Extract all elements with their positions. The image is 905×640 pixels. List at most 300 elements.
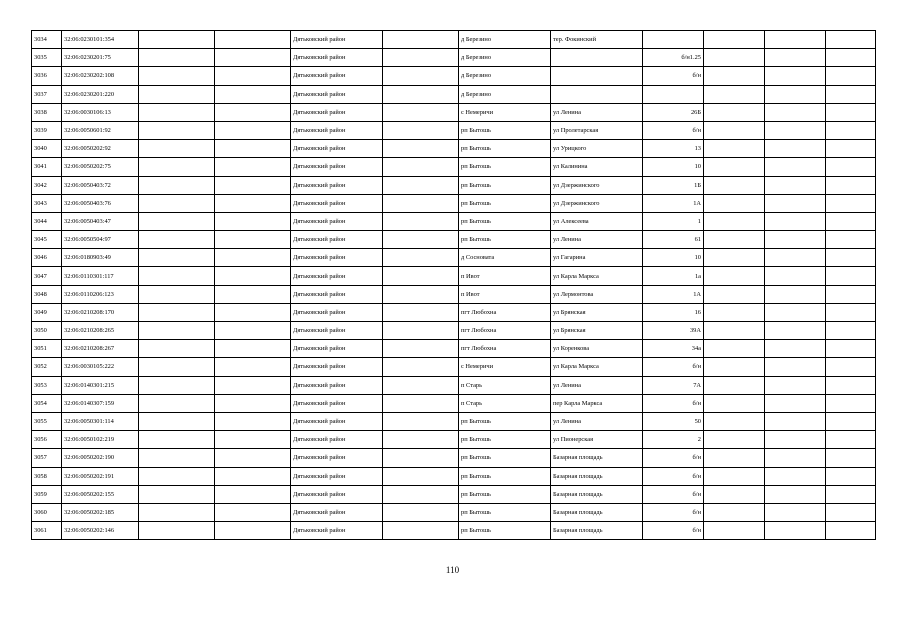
empty-cell	[765, 231, 826, 249]
cadastral-number-cell: 32:06:0210208:265	[62, 322, 139, 340]
cadastral-number-cell: 32:06:0050102:219	[62, 431, 139, 449]
registry-table	[31, 30, 876, 540]
row-number-cell: 3043	[32, 194, 62, 212]
empty-cell	[139, 194, 215, 212]
house-number-cell: б/н	[643, 522, 704, 540]
street-cell: пер Карла Маркса	[551, 394, 643, 412]
empty-cell	[383, 176, 459, 194]
table-row	[32, 49, 876, 67]
empty-cell	[826, 394, 876, 412]
empty-cell	[215, 376, 291, 394]
empty-cell	[139, 67, 215, 85]
empty-cell	[383, 358, 459, 376]
cadastral-number-cell: 32:06:0050403:47	[62, 212, 139, 230]
empty-cell	[383, 31, 459, 49]
empty-cell	[826, 376, 876, 394]
empty-cell	[765, 394, 826, 412]
house-number-cell: б/н	[643, 485, 704, 503]
empty-cell	[139, 503, 215, 521]
locality-cell: п Старь	[459, 394, 551, 412]
house-number-cell: 1	[643, 212, 704, 230]
table-body	[32, 31, 876, 540]
empty-cell	[704, 85, 765, 103]
cadastral-number-cell: 32:06:0110301:117	[62, 267, 139, 285]
house-number-cell: 1Б	[643, 176, 704, 194]
empty-cell	[826, 176, 876, 194]
empty-cell	[215, 158, 291, 176]
empty-cell	[215, 449, 291, 467]
locality-cell: с Немеричи	[459, 358, 551, 376]
row-number-cell: 3060	[32, 503, 62, 521]
empty-cell	[383, 194, 459, 212]
empty-cell	[215, 31, 291, 49]
house-number-cell: б/н1.25	[643, 49, 704, 67]
district-cell: Дятьковский район	[291, 121, 383, 139]
empty-cell	[215, 485, 291, 503]
street-cell: ул Дзержинского	[551, 194, 643, 212]
street-cell	[551, 85, 643, 103]
empty-cell	[215, 467, 291, 485]
house-number-cell: 61	[643, 231, 704, 249]
locality-cell: рп Бытошь	[459, 412, 551, 430]
street-cell: ул Карла Маркса	[551, 267, 643, 285]
empty-cell	[826, 140, 876, 158]
empty-cell	[826, 103, 876, 121]
empty-cell	[383, 267, 459, 285]
row-number-cell: 3038	[32, 103, 62, 121]
house-number-cell: 50	[643, 412, 704, 430]
street-cell	[551, 49, 643, 67]
cadastral-number-cell: 32:06:0110206:123	[62, 285, 139, 303]
empty-cell	[704, 485, 765, 503]
district-cell: Дятьковский район	[291, 522, 383, 540]
empty-cell	[765, 85, 826, 103]
empty-cell	[826, 31, 876, 49]
district-cell: Дятьковский район	[291, 212, 383, 230]
empty-cell	[139, 412, 215, 430]
empty-cell	[139, 340, 215, 358]
empty-cell	[215, 394, 291, 412]
empty-cell	[826, 267, 876, 285]
district-cell: Дятьковский район	[291, 467, 383, 485]
locality-cell: п Старь	[459, 376, 551, 394]
empty-cell	[215, 67, 291, 85]
house-number-cell: 2	[643, 431, 704, 449]
empty-cell	[765, 267, 826, 285]
empty-cell	[383, 340, 459, 358]
street-cell: ул Брянская	[551, 322, 643, 340]
house-number-cell: б/н	[643, 503, 704, 521]
locality-cell: д Березино	[459, 31, 551, 49]
empty-cell	[765, 67, 826, 85]
district-cell: Дятьковский район	[291, 394, 383, 412]
empty-cell	[704, 376, 765, 394]
district-cell: Дятьковский район	[291, 103, 383, 121]
house-number-cell: 13	[643, 140, 704, 158]
street-cell: Базарная площадь	[551, 467, 643, 485]
cadastral-number-cell: 32:06:0230201:220	[62, 85, 139, 103]
district-cell: Дятьковский район	[291, 303, 383, 321]
street-cell: тер. Фокинский	[551, 31, 643, 49]
locality-cell: рп Бытошь	[459, 176, 551, 194]
street-cell: Базарная площадь	[551, 449, 643, 467]
district-cell: Дятьковский район	[291, 85, 383, 103]
table-row	[32, 140, 876, 158]
street-cell	[551, 67, 643, 85]
empty-cell	[704, 394, 765, 412]
house-number-cell: 1А	[643, 285, 704, 303]
row-number-cell: 3048	[32, 285, 62, 303]
cadastral-number-cell: 32:06:0050202:75	[62, 158, 139, 176]
empty-cell	[704, 412, 765, 430]
locality-cell: пгт Любохна	[459, 303, 551, 321]
locality-cell: д Березино	[459, 85, 551, 103]
empty-cell	[139, 158, 215, 176]
row-number-cell: 3047	[32, 267, 62, 285]
table-row	[32, 358, 876, 376]
cadastral-number-cell: 32:06:0050601:92	[62, 121, 139, 139]
street-cell: ул Ленина	[551, 231, 643, 249]
district-cell: Дятьковский район	[291, 140, 383, 158]
street-cell: ул Ленина	[551, 412, 643, 430]
empty-cell	[704, 194, 765, 212]
row-number-cell: 3051	[32, 340, 62, 358]
empty-cell	[826, 503, 876, 521]
row-number-cell: 3039	[32, 121, 62, 139]
house-number-cell: 34а	[643, 340, 704, 358]
empty-cell	[826, 322, 876, 340]
empty-cell	[704, 176, 765, 194]
empty-cell	[704, 340, 765, 358]
row-number-cell: 3053	[32, 376, 62, 394]
table-row	[32, 303, 876, 321]
empty-cell	[383, 485, 459, 503]
table-row	[32, 376, 876, 394]
empty-cell	[383, 140, 459, 158]
empty-cell	[215, 322, 291, 340]
empty-cell	[139, 231, 215, 249]
empty-cell	[383, 85, 459, 103]
empty-cell	[765, 121, 826, 139]
table-row	[32, 285, 876, 303]
empty-cell	[826, 449, 876, 467]
house-number-cell	[643, 31, 704, 49]
district-cell: Дятьковский район	[291, 158, 383, 176]
empty-cell	[704, 303, 765, 321]
empty-cell	[704, 49, 765, 67]
district-cell: Дятьковский район	[291, 431, 383, 449]
empty-cell	[383, 449, 459, 467]
empty-cell	[765, 467, 826, 485]
empty-cell	[704, 231, 765, 249]
empty-cell	[765, 449, 826, 467]
table-row	[32, 194, 876, 212]
empty-cell	[826, 231, 876, 249]
empty-cell	[704, 358, 765, 376]
row-number-cell: 3037	[32, 85, 62, 103]
empty-cell	[139, 49, 215, 67]
empty-cell	[765, 303, 826, 321]
row-number-cell: 3056	[32, 431, 62, 449]
street-cell: ул Пионерская	[551, 431, 643, 449]
cadastral-number-cell: 32:06:0180903:49	[62, 249, 139, 267]
empty-cell	[139, 267, 215, 285]
empty-cell	[765, 176, 826, 194]
cadastral-number-cell: 32:06:0230202:108	[62, 67, 139, 85]
empty-cell	[826, 49, 876, 67]
table-row	[32, 231, 876, 249]
locality-cell: пгт Любохна	[459, 340, 551, 358]
table-row	[32, 412, 876, 430]
empty-cell	[215, 176, 291, 194]
empty-cell	[383, 376, 459, 394]
empty-cell	[704, 467, 765, 485]
locality-cell: рп Бытошь	[459, 194, 551, 212]
house-number-cell	[643, 85, 704, 103]
house-number-cell: 10	[643, 249, 704, 267]
street-cell: ул Брянская	[551, 303, 643, 321]
empty-cell	[139, 485, 215, 503]
empty-cell	[826, 121, 876, 139]
empty-cell	[826, 431, 876, 449]
cadastral-number-cell: 32:06:0230201:75	[62, 49, 139, 67]
district-cell: Дятьковский район	[291, 322, 383, 340]
empty-cell	[215, 431, 291, 449]
empty-cell	[139, 176, 215, 194]
empty-cell	[139, 212, 215, 230]
district-cell: Дятьковский район	[291, 176, 383, 194]
empty-cell	[215, 267, 291, 285]
street-cell: ул Алексеева	[551, 212, 643, 230]
empty-cell	[704, 121, 765, 139]
empty-cell	[826, 85, 876, 103]
empty-cell	[139, 467, 215, 485]
table-row	[32, 67, 876, 85]
empty-cell	[704, 431, 765, 449]
empty-cell	[139, 85, 215, 103]
empty-cell	[765, 322, 826, 340]
street-cell: ул Пролетарская	[551, 121, 643, 139]
empty-cell	[139, 322, 215, 340]
locality-cell: пгт Любохна	[459, 322, 551, 340]
district-cell: Дятьковский район	[291, 67, 383, 85]
cadastral-number-cell: 32:06:0050301:114	[62, 412, 139, 430]
empty-cell	[826, 212, 876, 230]
empty-cell	[704, 503, 765, 521]
empty-cell	[215, 103, 291, 121]
district-cell: Дятьковский район	[291, 376, 383, 394]
empty-cell	[704, 285, 765, 303]
table-row	[32, 267, 876, 285]
empty-cell	[139, 121, 215, 139]
empty-cell	[383, 303, 459, 321]
district-cell: Дятьковский район	[291, 340, 383, 358]
empty-cell	[765, 485, 826, 503]
house-number-cell: 7А	[643, 376, 704, 394]
empty-cell	[765, 412, 826, 430]
empty-cell	[383, 503, 459, 521]
table-row	[32, 212, 876, 230]
district-cell: Дятьковский район	[291, 449, 383, 467]
row-number-cell: 3052	[32, 358, 62, 376]
locality-cell: д Березино	[459, 67, 551, 85]
empty-cell	[826, 67, 876, 85]
house-number-cell: 39А	[643, 322, 704, 340]
cadastral-number-cell: 32:06:0030106:13	[62, 103, 139, 121]
empty-cell	[383, 285, 459, 303]
empty-cell	[383, 158, 459, 176]
empty-cell	[383, 121, 459, 139]
cadastral-number-cell: 32:06:0050202:146	[62, 522, 139, 540]
empty-cell	[383, 103, 459, 121]
table-row	[32, 85, 876, 103]
empty-cell	[704, 249, 765, 267]
empty-cell	[704, 522, 765, 540]
empty-cell	[139, 285, 215, 303]
empty-cell	[383, 212, 459, 230]
empty-cell	[704, 158, 765, 176]
locality-cell: рп Бытошь	[459, 449, 551, 467]
row-number-cell: 3046	[32, 249, 62, 267]
empty-cell	[704, 212, 765, 230]
empty-cell	[826, 158, 876, 176]
table-row	[32, 176, 876, 194]
street-cell: ул Гагарина	[551, 249, 643, 267]
empty-cell	[383, 67, 459, 85]
locality-cell: рп Бытошь	[459, 212, 551, 230]
empty-cell	[215, 194, 291, 212]
locality-cell: рп Бытошь	[459, 485, 551, 503]
cadastral-number-cell: 32:06:0050202:92	[62, 140, 139, 158]
row-number-cell: 3045	[32, 231, 62, 249]
empty-cell	[765, 158, 826, 176]
row-number-cell: 3034	[32, 31, 62, 49]
cadastral-number-cell: 32:06:0030105:222	[62, 358, 139, 376]
cadastral-number-cell: 32:06:0050202:190	[62, 449, 139, 467]
table-row	[32, 522, 876, 540]
empty-cell	[704, 31, 765, 49]
empty-cell	[765, 140, 826, 158]
empty-cell	[765, 249, 826, 267]
street-cell: ул Ленина	[551, 103, 643, 121]
cadastral-number-cell: 32:06:0050403:72	[62, 176, 139, 194]
empty-cell	[139, 140, 215, 158]
table-row	[32, 340, 876, 358]
locality-cell: рп Бытошь	[459, 121, 551, 139]
empty-cell	[215, 249, 291, 267]
empty-cell	[765, 49, 826, 67]
street-cell: Базарная площадь	[551, 485, 643, 503]
house-number-cell: б/н	[643, 449, 704, 467]
cadastral-number-cell: 32:06:0050202:185	[62, 503, 139, 521]
house-number-cell: 16	[643, 303, 704, 321]
empty-cell	[826, 485, 876, 503]
empty-cell	[826, 467, 876, 485]
empty-cell	[383, 522, 459, 540]
row-number-cell: 3058	[32, 467, 62, 485]
cadastral-number-cell: 32:06:0140301:215	[62, 376, 139, 394]
house-number-cell: б/н	[643, 358, 704, 376]
empty-cell	[139, 31, 215, 49]
street-cell: ул Коренкова	[551, 340, 643, 358]
locality-cell: рп Бытошь	[459, 231, 551, 249]
row-number-cell: 3054	[32, 394, 62, 412]
table-row	[32, 394, 876, 412]
house-number-cell: 1а	[643, 267, 704, 285]
district-cell: Дятьковский район	[291, 285, 383, 303]
house-number-cell: 26Б	[643, 103, 704, 121]
empty-cell	[215, 503, 291, 521]
empty-cell	[383, 394, 459, 412]
house-number-cell: 10	[643, 158, 704, 176]
row-number-cell: 3036	[32, 67, 62, 85]
row-number-cell: 3057	[32, 449, 62, 467]
empty-cell	[765, 340, 826, 358]
locality-cell: рп Бытошь	[459, 503, 551, 521]
empty-cell	[765, 212, 826, 230]
row-number-cell: 3041	[32, 158, 62, 176]
empty-cell	[215, 340, 291, 358]
row-number-cell: 3055	[32, 412, 62, 430]
table-row	[32, 467, 876, 485]
empty-cell	[139, 431, 215, 449]
empty-cell	[704, 67, 765, 85]
district-cell: Дятьковский район	[291, 249, 383, 267]
empty-cell	[704, 267, 765, 285]
district-cell: Дятьковский район	[291, 503, 383, 521]
row-number-cell: 3061	[32, 522, 62, 540]
locality-cell: рп Бытошь	[459, 158, 551, 176]
empty-cell	[765, 358, 826, 376]
empty-cell	[826, 358, 876, 376]
empty-cell	[765, 103, 826, 121]
empty-cell	[383, 49, 459, 67]
district-cell: Дятьковский район	[291, 358, 383, 376]
table-row	[32, 158, 876, 176]
empty-cell	[383, 249, 459, 267]
empty-cell	[765, 503, 826, 521]
table-row	[32, 322, 876, 340]
street-cell: ул Урицкого	[551, 140, 643, 158]
empty-cell	[139, 376, 215, 394]
empty-cell	[704, 322, 765, 340]
page-number: 110	[445, 565, 460, 575]
empty-cell	[215, 212, 291, 230]
house-number-cell: б/н	[643, 121, 704, 139]
empty-cell	[383, 412, 459, 430]
empty-cell	[826, 285, 876, 303]
district-cell: Дятьковский район	[291, 194, 383, 212]
row-number-cell: 3044	[32, 212, 62, 230]
empty-cell	[765, 431, 826, 449]
empty-cell	[383, 231, 459, 249]
street-cell: ул Ленина	[551, 376, 643, 394]
cadastral-number-cell: 32:06:0210208:267	[62, 340, 139, 358]
locality-cell: п Ивот	[459, 285, 551, 303]
locality-cell: д Березино	[459, 49, 551, 67]
table-row	[32, 121, 876, 139]
table-row	[32, 249, 876, 267]
empty-cell	[765, 194, 826, 212]
empty-cell	[139, 522, 215, 540]
street-cell: Базарная площадь	[551, 522, 643, 540]
table-row	[32, 449, 876, 467]
empty-cell	[139, 303, 215, 321]
empty-cell	[215, 121, 291, 139]
locality-cell: с Немеричи	[459, 103, 551, 121]
empty-cell	[826, 194, 876, 212]
row-number-cell: 3050	[32, 322, 62, 340]
